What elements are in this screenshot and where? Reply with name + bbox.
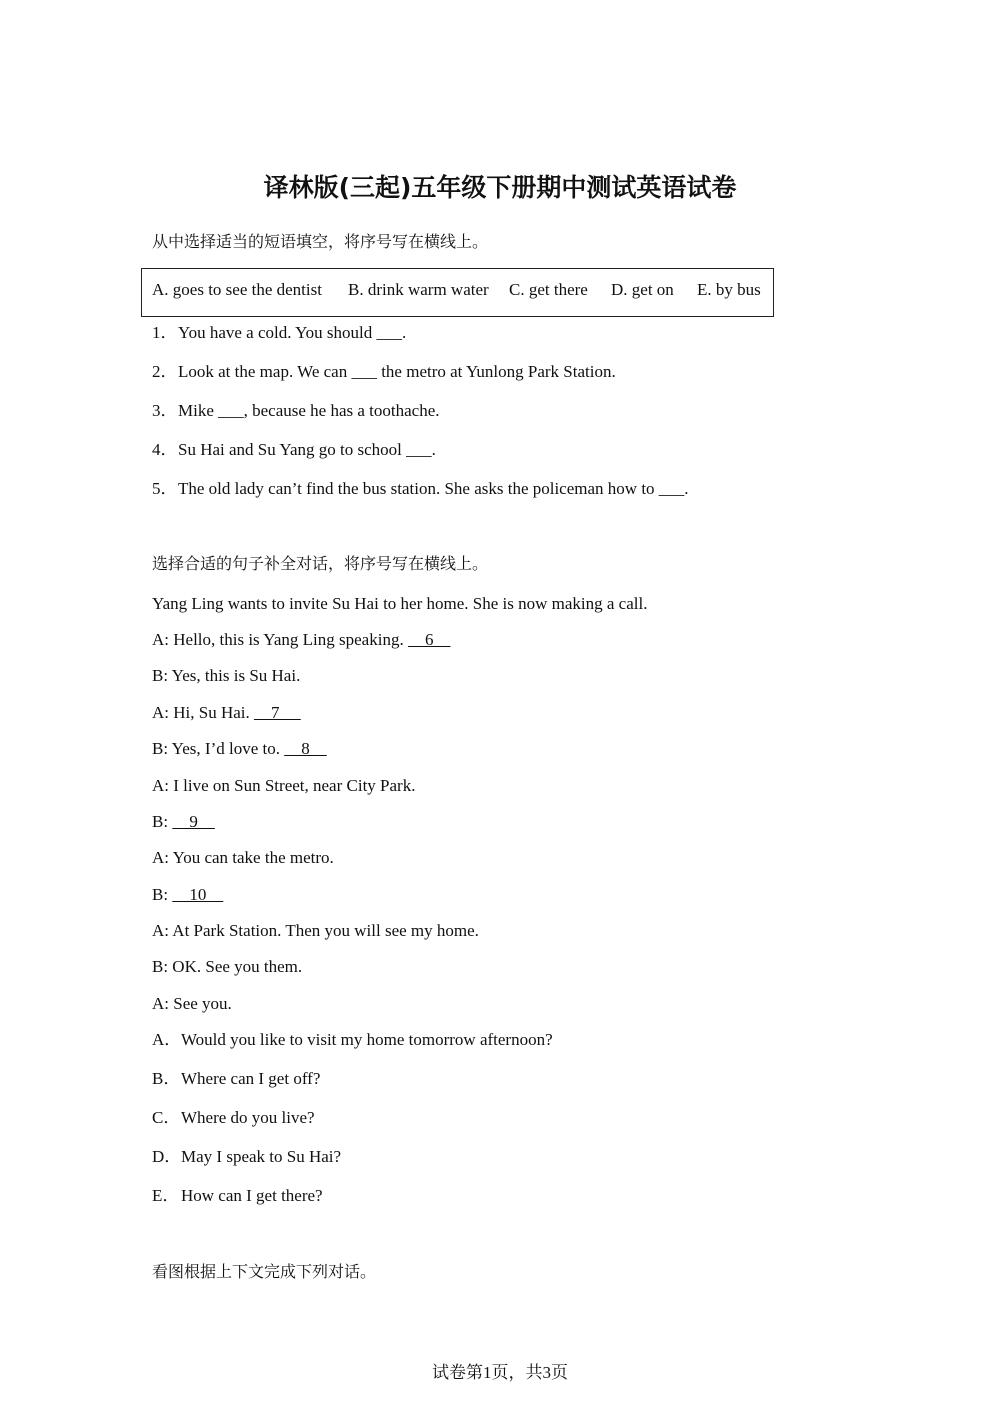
choice-text: May I speak to Su Hai? [181,1147,342,1166]
section2-instruction: 选择合适的句子补全对话，将序号写在横线上。 [152,554,489,573]
dialogue-text: A: You can take the metro. [152,848,334,867]
dialogue-line-7 [152,848,334,868]
question-1 [152,323,406,343]
answer-blank-10: 10 [172,885,224,904]
dialogue-text: B: [152,812,173,831]
question-3 [152,401,440,421]
choice-letter: E． [152,1186,180,1205]
option-c: C. get there [509,280,588,299]
dialogue-text: A: At Park Station. Then you will see my home. [152,921,479,940]
question-text: Su Hai and Su Yang go to school ___. [178,440,436,459]
choice-letter: B． [152,1069,181,1088]
dialogue-line-2 [152,666,300,686]
dialogue-intro: Yang Ling wants to invite Su Hai to her home. She is now making a call. [152,594,648,613]
answer-blank-8: 8 [284,739,327,758]
choice-b [152,1069,320,1089]
option-e: E. by bus [697,280,761,299]
dialogue-line-10 [152,957,302,977]
dialogue-text: B: [152,885,173,904]
page-title: 译林版(三起)五年级下册期中测试英语试卷 [263,173,737,202]
dialogue-line-5 [152,776,415,796]
dialogue-text: B: Yes, I’d love to. [152,739,285,758]
choice-letter: C． [152,1108,181,1127]
dialogue-line-9 [152,921,479,941]
question-4 [152,440,436,460]
question-number: 4． [152,440,178,459]
dialogue-line-8 [152,885,223,905]
choice-text: How can I get there? [181,1186,323,1205]
choice-c [152,1108,315,1128]
choice-e [152,1186,323,1206]
question-5 [152,479,689,499]
question-text: Look at the map. We can ___ the metro at Yunlong Park Station. [178,362,616,381]
question-number: 2． [152,362,178,381]
option-d: D. get on [611,280,674,299]
dialogue-line-1 [152,630,450,650]
dialogue-text: A: Hi, Su Hai. [152,703,254,722]
answer-blank-7: 7 [254,703,301,722]
question-text: Mike ___, because he has a toothache. [178,401,440,420]
dialogue-text: A: Hello, this is Yang Ling speaking. [152,630,408,649]
dialogue-text: B: Yes, this is Su Hai. [152,666,301,685]
choice-letter: A． [152,1030,182,1049]
section1-instruction: 从中选择适当的短语填空，将序号写在横线上。 [152,232,489,251]
dialogue-text: A: See you. [152,994,232,1013]
question-number: 3． [152,401,178,420]
question-text: You have a cold. You should ___. [178,323,407,342]
option-a: A. goes to see the dentist [152,280,322,299]
choice-d [152,1147,341,1167]
dialogue-text: A: I live on Sun Street, near City Park. [152,776,416,795]
dialogue-line-11 [152,994,232,1014]
dialogue-text: B: OK. See you them. [152,957,303,976]
answer-blank-6: 6 [407,630,451,649]
answer-blank-9: 9 [172,812,215,831]
dialogue-line-4 [152,739,327,759]
option-b: B. drink warm water [348,280,489,299]
choice-text: Where do you live? [181,1108,315,1127]
dialogue-line-6 [152,812,215,832]
choice-text: Would you like to visit my home tomorrow afternoon? [181,1030,553,1049]
page-footer: 试卷第1页，共3页 [432,1363,568,1382]
question-number: 1． [152,323,178,342]
choice-text: Where can I get off? [181,1069,321,1088]
question-2 [152,362,616,382]
choice-letter: D． [152,1147,182,1166]
section3-instruction: 看图根据上下文完成下列对话。 [152,1262,377,1281]
question-text: The old lady can’t find the bus station. She asks the policeman how to ___. [178,479,689,498]
dialogue-line-3 [152,703,301,723]
choice-a [152,1030,553,1050]
question-number: 5． [152,479,178,498]
